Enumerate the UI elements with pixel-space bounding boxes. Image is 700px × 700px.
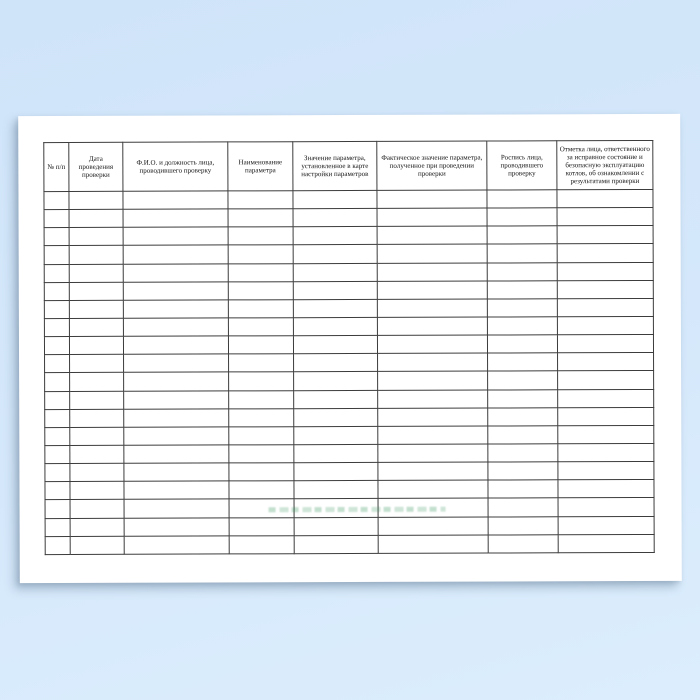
table-cell-param_value_card <box>294 426 378 444</box>
table-cell-inspector_signature <box>488 498 558 516</box>
table-cell-inspector_signature <box>487 208 557 226</box>
table-cell-inspector_name <box>124 463 229 482</box>
table-cell-param_value_card <box>293 245 377 263</box>
table-cell-inspector_name <box>124 481 229 500</box>
table-cell-responsible_mark <box>558 389 654 407</box>
table-cell-inspector_signature <box>488 407 558 425</box>
table-cell-param_value_actual <box>378 408 488 427</box>
table-row <box>45 443 654 463</box>
table-cell-inspector_name <box>123 245 228 264</box>
table-cell-num <box>45 500 70 518</box>
table-cell-responsible_mark <box>557 335 653 353</box>
table-cell-param_name <box>228 300 293 318</box>
table-cell-inspector_name <box>123 300 228 319</box>
table-row <box>44 335 653 355</box>
table-cell-responsible_mark <box>558 443 654 461</box>
table-cell-param_value_actual <box>378 353 488 372</box>
table-cell-param_value_card <box>293 190 377 208</box>
table-cell-responsible_mark <box>557 262 653 280</box>
table-row <box>44 280 653 300</box>
table-cell-responsible_mark <box>558 480 654 498</box>
table-cell-responsible_mark <box>557 244 653 262</box>
col-header-param-value-actual: Фактическое значение параметра, полученное при проведении проверки <box>377 141 487 190</box>
table-cell-inspector_signature <box>487 226 557 244</box>
table-cell-param_value_card <box>293 336 377 354</box>
table-cell-param_value_actual <box>378 498 488 517</box>
table-cell-param_value_card <box>293 227 377 245</box>
table-cell-num <box>44 246 69 264</box>
table-cell-param_value_actual <box>378 517 488 536</box>
table-cell-responsible_mark <box>557 189 653 207</box>
table-cell-inspector_name <box>124 354 229 373</box>
table-cell-check_date <box>70 391 124 409</box>
table-cell-param_value_actual <box>377 299 487 318</box>
table-cell-param_value_card <box>294 517 378 535</box>
table-row <box>44 262 653 282</box>
table-row <box>45 480 654 500</box>
table-cell-num <box>45 518 70 536</box>
table-cell-num <box>45 391 70 409</box>
table-cell-param_name <box>229 499 294 517</box>
table-cell-param_value_card <box>293 281 377 299</box>
table-cell-num <box>45 373 70 391</box>
table-row <box>44 226 653 246</box>
table-cell-check_date <box>70 536 124 555</box>
table-cell-num <box>44 210 69 228</box>
table-cell-param_value_card <box>294 463 378 481</box>
table-cell-param_name <box>228 191 293 209</box>
table-cell-param_name <box>228 209 293 227</box>
table-cell-param_name <box>229 445 294 463</box>
table-cell-param_value_actual <box>378 390 488 409</box>
table-cell-param_name <box>228 281 293 299</box>
table-cell-param_name <box>229 354 294 372</box>
table-cell-num <box>44 337 69 355</box>
parameters-check-table <box>43 140 654 555</box>
table-cell-check_date <box>70 518 124 536</box>
table-cell-inspector_name <box>124 372 229 391</box>
table-cell-param_value_card <box>294 535 378 554</box>
table-row <box>45 498 654 518</box>
table-cell-inspector_name <box>123 318 228 337</box>
table-cell-param_name <box>229 481 294 499</box>
table-cell-check_date <box>69 246 123 264</box>
table-cell-param_value_card <box>293 299 377 317</box>
table-cell-inspector_signature <box>488 444 558 462</box>
table-cell-inspector_signature <box>488 462 558 480</box>
table-cell-param_name <box>228 263 293 281</box>
table-cell-responsible_mark <box>557 298 653 316</box>
table-cell-param_value_card <box>293 209 377 227</box>
table-cell-param_name <box>229 517 294 535</box>
table-cell-param_value_actual <box>378 480 488 499</box>
table-cell-param_name <box>229 390 294 408</box>
table-cell-check_date <box>69 282 123 300</box>
table-cell-responsible_mark <box>558 407 654 425</box>
col-header-check-date: Дата проведения проверки <box>69 142 123 191</box>
table-cell-inspector_name <box>123 209 228 228</box>
table-cell-param_name <box>229 372 294 390</box>
table-cell-num <box>44 282 69 300</box>
table-cell-param_value_actual <box>378 426 488 445</box>
header-row <box>44 140 653 191</box>
table-cell-responsible_mark <box>557 316 653 334</box>
table-cell-num <box>44 191 69 209</box>
table-cell-check_date <box>70 409 124 427</box>
col-header-inspector-name: Ф.И.О. и должность лица, проводившего проверку <box>123 142 228 191</box>
table-cell-responsible_mark <box>557 226 653 244</box>
table-row <box>44 208 653 228</box>
table-cell-num <box>45 445 70 463</box>
table-cell-inspector_name <box>124 427 229 446</box>
table-cell-inspector_name <box>123 191 228 210</box>
table-row <box>45 407 654 427</box>
table-cell-num <box>44 228 69 246</box>
col-header-param-value-card: Значение параметра, установленное в карте настройки параметров <box>293 141 377 190</box>
table-cell-inspector_name <box>124 536 229 555</box>
table-cell-check_date <box>70 373 124 391</box>
table-cell-num <box>45 409 70 427</box>
table-row <box>45 516 654 536</box>
table-row <box>45 389 654 409</box>
table-row <box>44 244 653 264</box>
table-cell-param_value_card <box>294 354 378 372</box>
table-cell-param_value_card <box>294 481 378 499</box>
table-cell-check_date <box>70 355 124 373</box>
table-cell-check_date <box>69 228 123 246</box>
journal-page <box>18 114 682 583</box>
table-cell-num <box>45 482 70 500</box>
table-cell-check_date <box>69 209 123 227</box>
table-cell-param_value_actual <box>377 190 487 209</box>
table-row <box>44 316 653 336</box>
table-cell-inspector_signature <box>488 426 558 444</box>
table-cell-check_date <box>69 318 123 336</box>
table-cell-responsible_mark <box>558 516 654 534</box>
table-cell-inspector_name <box>123 263 228 282</box>
table-cell-param_value_actual <box>377 226 487 245</box>
table-cell-inspector_name <box>124 499 229 518</box>
table-cell-num <box>44 264 69 282</box>
table-cell-responsible_mark <box>558 353 654 371</box>
table-cell-inspector_signature <box>487 335 557 353</box>
table-cell-param_value_actual <box>377 208 487 227</box>
table-cell-param_value_card <box>294 499 378 517</box>
table-row <box>45 353 654 373</box>
table-row <box>44 189 653 209</box>
table-cell-param_value_card <box>293 263 377 281</box>
table-cell-param_name <box>228 336 293 354</box>
table-cell-param_value_actual <box>377 244 487 263</box>
table-row <box>45 425 654 445</box>
table-cell-responsible_mark <box>558 534 654 553</box>
table-cell-inspector_name <box>123 227 228 246</box>
table-cell-param_value_card <box>294 390 378 408</box>
table-cell-param_name <box>229 427 294 445</box>
table-cell-check_date <box>69 336 123 354</box>
table-cell-param_name <box>228 245 293 263</box>
table-cell-num <box>45 427 70 445</box>
table-cell-inspector_signature <box>487 317 557 335</box>
col-header-responsible-mark: Отметка лица, ответственного за исправное состояние и безопасную эксплуатацию котлов, об ознакомлении с результатами проверки <box>557 140 653 189</box>
table-cell-inspector_name <box>124 390 229 409</box>
col-header-num: № п/п <box>44 142 69 191</box>
table-cell-inspector_signature <box>487 190 557 208</box>
table-cell-inspector_signature <box>488 389 558 407</box>
table-cell-inspector_signature <box>488 480 558 498</box>
table-cell-responsible_mark <box>558 462 654 480</box>
table-cell-responsible_mark <box>557 280 653 298</box>
table-cell-num <box>45 464 70 482</box>
table-cell-num <box>45 355 70 373</box>
table-cell-inspector_signature <box>488 371 558 389</box>
table-cell-check_date <box>69 300 123 318</box>
table-cell-num <box>44 318 69 336</box>
table-cell-check_date <box>69 191 123 209</box>
table-cell-inspector_signature <box>487 299 557 317</box>
table-cell-responsible_mark <box>558 371 654 389</box>
table-cell-param_name <box>228 318 293 336</box>
table-cell-param_value_actual <box>377 335 487 354</box>
table-cell-inspector_name <box>124 445 229 464</box>
table-cell-inspector_name <box>123 336 228 355</box>
table-cell-inspector_signature <box>487 280 557 298</box>
col-header-inspector-signature: Роспись лица, проводившего проверку <box>487 141 557 190</box>
table-cell-check_date <box>70 463 124 481</box>
table-cell-param_name <box>229 463 294 481</box>
table-row <box>45 462 654 482</box>
table-cell-check_date <box>70 445 124 463</box>
table-cell-num <box>44 300 69 318</box>
table-cell-param_value_actual <box>378 444 488 463</box>
table-cell-param_value_card <box>294 408 378 426</box>
table-cell-param_value_actual <box>377 263 487 282</box>
table-cell-param_name <box>229 408 294 426</box>
table-cell-check_date <box>70 427 124 445</box>
table-cell-num <box>45 536 70 554</box>
table-cell-check_date <box>70 482 124 500</box>
table-cell-inspector_signature <box>487 244 557 262</box>
table-cell-param_name <box>229 535 294 554</box>
table-cell-param_value_actual <box>377 317 487 336</box>
table-cell-responsible_mark <box>557 208 653 226</box>
table-cell-param_value_card <box>294 372 378 390</box>
table-row <box>45 371 654 391</box>
table-cell-check_date <box>69 264 123 282</box>
table-row <box>44 298 653 318</box>
table-cell-inspector_name <box>123 282 228 301</box>
table-cell-inspector_signature <box>488 353 558 371</box>
table-cell-param_value_actual <box>378 371 488 390</box>
table-cell-param_value_actual <box>377 281 487 300</box>
table-cell-inspector_signature <box>488 534 558 553</box>
table-cell-inspector_signature <box>488 516 558 534</box>
table-cell-responsible_mark <box>558 498 654 516</box>
table-body <box>44 189 654 554</box>
table-row <box>45 534 654 554</box>
table-cell-check_date <box>70 500 124 518</box>
table-cell-param_value_actual <box>378 462 488 481</box>
table-cell-param_value_actual <box>378 535 488 554</box>
table-cell-param_name <box>228 227 293 245</box>
table-cell-param_value_card <box>294 444 378 462</box>
table-cell-responsible_mark <box>558 425 654 443</box>
table-cell-inspector_name <box>124 409 229 428</box>
col-header-param-name: Наименование параметра <box>228 142 293 191</box>
table-cell-param_value_card <box>293 317 377 335</box>
table-cell-inspector_name <box>124 517 229 536</box>
table-cell-inspector_signature <box>487 262 557 280</box>
